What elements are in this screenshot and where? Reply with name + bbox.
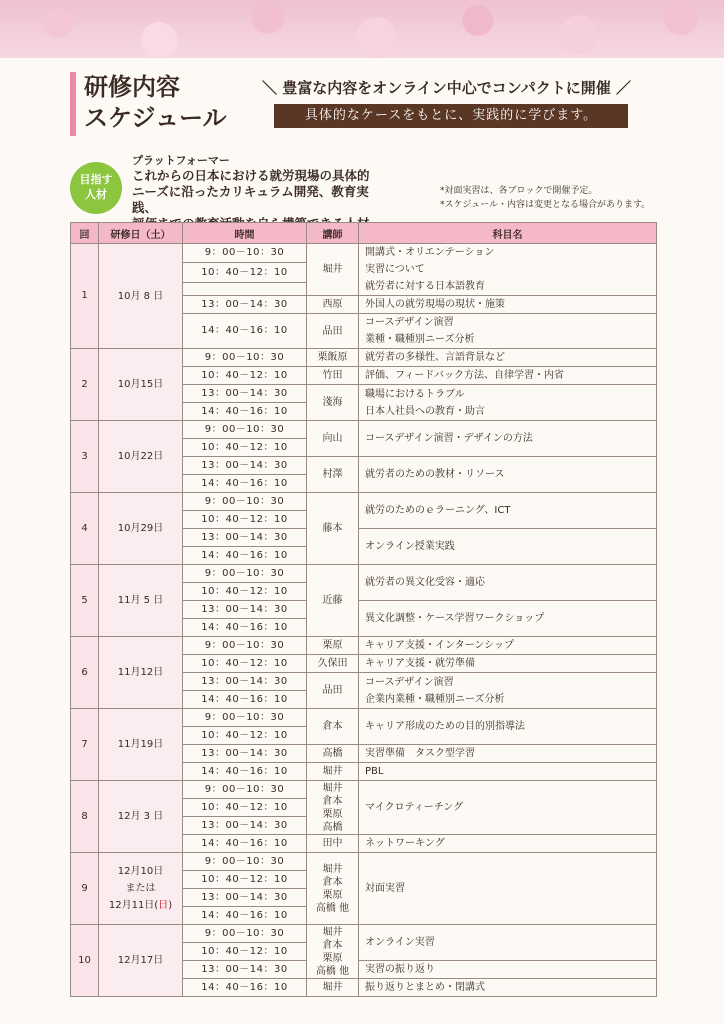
lecturer-line: 高橋 他: [315, 965, 350, 977]
session-no: 2: [71, 349, 99, 421]
time-cell: 9：00－10：30: [183, 565, 307, 583]
time-cell: 14：40－16：10: [183, 619, 307, 637]
lecturer-cell: 品田: [307, 314, 359, 349]
lecturer-cell: 堀井: [307, 244, 359, 296]
subject-cell: 実習の振り返り: [359, 961, 657, 979]
session-no: 8: [71, 781, 99, 853]
session-no: 5: [71, 565, 99, 637]
session-no: 3: [71, 421, 99, 493]
session-date: 12月 3 日: [99, 781, 183, 853]
session-no: 1: [71, 244, 99, 349]
header-no: 回: [71, 223, 99, 244]
table-row: [71, 493, 657, 511]
badge-line-1: 目指す: [79, 173, 113, 186]
subject-cell: 就労のためのｅラーニング、ICT: [359, 493, 657, 529]
sunday-marker: 日: [158, 900, 169, 911]
session-no: 4: [71, 493, 99, 565]
subject-cell: [359, 385, 657, 421]
lecturer-line: 堀井: [322, 926, 343, 938]
time-cell: 14：40－16：10: [183, 314, 307, 349]
time-cell: 14：40－16：10: [183, 763, 307, 781]
time-cell: 9：00－10：30: [183, 853, 307, 871]
subject-cell: 振り返りとまとめ・閉講式: [359, 979, 657, 997]
session-date: 10月15日: [99, 349, 183, 421]
lecturer-cell: 堀井: [307, 979, 359, 997]
lecturer-cell: 淺海: [307, 385, 359, 421]
lecturer-cell: 向山: [307, 421, 359, 457]
subject-cell: キャリア支援・就労準備: [359, 655, 657, 673]
date-line: 12月10日: [117, 866, 164, 877]
session-date: 10月29日: [99, 493, 183, 565]
subject-cell: 評価、フィードバック方法、自律学習・内省: [359, 367, 657, 385]
lecturer-cell: 倉本: [307, 709, 359, 745]
time-cell: 10：40－12：10: [183, 367, 307, 385]
session-no: 6: [71, 637, 99, 709]
page-title: [84, 72, 227, 134]
lecturer-line: 倉本: [322, 795, 343, 807]
schedule-table: [70, 222, 657, 997]
session-date: 10月22日: [99, 421, 183, 493]
tagline: ＼ 豊富な内容をオンライン中心でコンパクトに開催 ／: [262, 79, 631, 97]
lecturer-cell: 栗飯原: [307, 349, 359, 367]
time-cell: 13：00－14：30: [183, 673, 307, 691]
session-date: 10月 8 日: [99, 244, 183, 349]
time-cell: 13：00－14：30: [183, 529, 307, 547]
title-accent-bar: [70, 72, 76, 136]
table-row: [71, 781, 657, 799]
lecturer-line: 栗原: [322, 889, 343, 901]
table-row: [71, 925, 657, 943]
session-date: 11月12日: [99, 637, 183, 709]
subject-cell: コースデザイン演習・デザインの方法: [359, 421, 657, 457]
time-cell: 9：00－10：30: [183, 244, 307, 263]
subject-cell: [359, 244, 657, 296]
subject-cell: 就労者のための教材・リソース: [359, 457, 657, 493]
subject-line: 日本人社員への教育・助言: [365, 405, 485, 417]
time-cell: 13：00－14：30: [183, 457, 307, 475]
target-line-1: これからの日本における就労現場の具体的: [132, 168, 370, 183]
subject-cell: マイクロティーチング: [359, 781, 657, 835]
lecturer-cell: 近藤: [307, 565, 359, 637]
lecturer-line: 栗原: [322, 952, 343, 964]
subject-cell: キャリア支援・インターンシップ: [359, 637, 657, 655]
time-cell: 10：40－12：10: [183, 511, 307, 529]
table-row: [71, 637, 657, 655]
time-cell: 10：40－12：10: [183, 727, 307, 745]
lecturer-cell: [307, 781, 359, 835]
subject-cell: 就労者の異文化受容・適応: [359, 565, 657, 601]
subject-cell: キャリア形成のための目的別指導法: [359, 709, 657, 745]
lecturer-cell: [307, 853, 359, 925]
header-subject: 科目名: [359, 223, 657, 244]
subtag: 具体的なケースをもとに、実践的に学びます。: [274, 104, 628, 128]
lecturer-line: 堀井: [322, 863, 343, 875]
session-no: 10: [71, 925, 99, 997]
table-row: [71, 565, 657, 583]
session-no: 7: [71, 709, 99, 781]
subject-cell: 実習準備 タスク型学習: [359, 745, 657, 763]
subject-cell: ネットワーキング: [359, 835, 657, 853]
notes: [440, 184, 650, 212]
subject-cell: [359, 673, 657, 709]
lecturer-cell: [307, 925, 359, 979]
time-cell: 14：40－16：10: [183, 835, 307, 853]
subject-cell: 異文化調整・ケース学習ワークショップ: [359, 601, 657, 637]
platform-label: プラットフォーマー: [132, 154, 230, 167]
session-date: 11月19日: [99, 709, 183, 781]
lecturer-line: 倉本: [322, 876, 343, 888]
header-date: 研修日（土）: [99, 223, 183, 244]
note-2: *スケジュール・内容は変更となる場合があります。: [440, 200, 651, 210]
time-cell: 14：40－16：10: [183, 979, 307, 997]
time-cell: 14：40－16：10: [183, 403, 307, 421]
table-header-row: [71, 223, 657, 244]
time-cell: 9：00－10：30: [183, 349, 307, 367]
subject-line: 実習について: [365, 264, 425, 275]
title-line-2: スケジュール: [84, 104, 227, 132]
subject-line: 職場におけるトラブル: [365, 388, 465, 400]
subject-line: コースデザイン演習: [365, 317, 454, 328]
target-line-2: ニーズに沿ったカリキュラム開発、教育実践、: [132, 184, 369, 215]
time-cell: 10：40－12：10: [183, 583, 307, 601]
time-cell: 14：40－16：10: [183, 475, 307, 493]
session-date: 12月17日: [99, 925, 183, 997]
lecturer-cell: 竹田: [307, 367, 359, 385]
time-cell: 14：40－16：10: [183, 907, 307, 925]
subject-line: 就労者に対する日本語教育: [365, 281, 485, 292]
lecturer-cell: 久保田: [307, 655, 359, 673]
lecturer-cell: 村澤: [307, 457, 359, 493]
subject-line: 業種・職種別ニーズ分析: [365, 334, 475, 345]
header-lecturer: 講師: [307, 223, 359, 244]
table-row: [71, 709, 657, 727]
session-date: 11月 5 日: [99, 565, 183, 637]
lecturer-line: 高橋 他: [315, 902, 350, 914]
subject-cell: 外国人の就労現場の現状・施策: [359, 296, 657, 314]
subject-line: 企業内業種・職種別ニーズ分析: [365, 693, 505, 705]
time-cell: 10：40－12：10: [183, 439, 307, 457]
lecturer-cell: 栗原: [307, 637, 359, 655]
time-cell: 9：00－10：30: [183, 637, 307, 655]
floral-banner: [0, 0, 724, 58]
header-time: 時間: [183, 223, 307, 244]
target-badge: [70, 162, 122, 214]
session-date: [99, 853, 183, 925]
subject-cell: オンライン授業実践: [359, 529, 657, 565]
title-line-1: 研修内容: [84, 73, 180, 101]
session-no: 9: [71, 853, 99, 925]
lecturer-line: 堀井: [322, 782, 343, 794]
subject-cell: 就労者の多様性、言語背景など: [359, 349, 657, 367]
time-cell: 14：40－16：10: [183, 547, 307, 565]
lecturer-cell: 藤本: [307, 493, 359, 565]
note-1: *対面実習は、各ブロックで開催予定。: [440, 186, 598, 196]
lecturer-cell: 堀井: [307, 763, 359, 781]
lecturer-line: 倉本: [322, 939, 343, 951]
lecturer-cell: 西原: [307, 296, 359, 314]
time-cell: 10：40－12：10: [183, 263, 307, 282]
lecturer-line: 栗原: [322, 808, 343, 820]
date-text: ): [168, 900, 173, 911]
time-cell: 13：00－14：30: [183, 296, 307, 314]
date-line: [103, 897, 178, 914]
time-cell: 9：00－10：30: [183, 421, 307, 439]
table-row: [71, 349, 657, 367]
time-cell: 9：00－10：30: [183, 781, 307, 799]
time-cell: 13：00－14：30: [183, 385, 307, 403]
time-cell: 10：40－12：10: [183, 943, 307, 961]
time-cell: 10：40－12：10: [183, 655, 307, 673]
lecturer-cell: 田中: [307, 835, 359, 853]
time-cell: 9：00－10：30: [183, 709, 307, 727]
subject-cell: オンライン実習: [359, 925, 657, 961]
date-text: 12月11日(: [108, 900, 159, 911]
date-line: または: [125, 883, 156, 894]
table-row: [71, 244, 657, 263]
badge-line-2: 人材: [85, 188, 107, 201]
spacer-cell: [183, 282, 307, 295]
subject-cell: PBL: [359, 763, 657, 781]
time-cell: 13：00－14：30: [183, 961, 307, 979]
time-cell: 10：40－12：10: [183, 871, 307, 889]
subject-line: コースデザイン演習: [365, 676, 454, 688]
lecturer-cell: 高橋: [307, 745, 359, 763]
time-cell: 14：40－16：10: [183, 691, 307, 709]
time-cell: 10：40－12：10: [183, 799, 307, 817]
time-cell: 13：00－14：30: [183, 889, 307, 907]
lecturer-cell: 品田: [307, 673, 359, 709]
subject-cell: 対面実習: [359, 853, 657, 925]
time-cell: 13：00－14：30: [183, 745, 307, 763]
time-cell: 13：00－14：30: [183, 817, 307, 835]
subject-line: 開講式・オリエンテーション: [365, 247, 495, 258]
table-row: [71, 421, 657, 439]
time-cell: 9：00－10：30: [183, 493, 307, 511]
table-row: [71, 853, 657, 871]
subject-cell: [359, 314, 657, 349]
time-cell: 13：00－14：30: [183, 601, 307, 619]
time-cell: 9：00－10：30: [183, 925, 307, 943]
lecturer-line: 高橋: [322, 821, 343, 833]
